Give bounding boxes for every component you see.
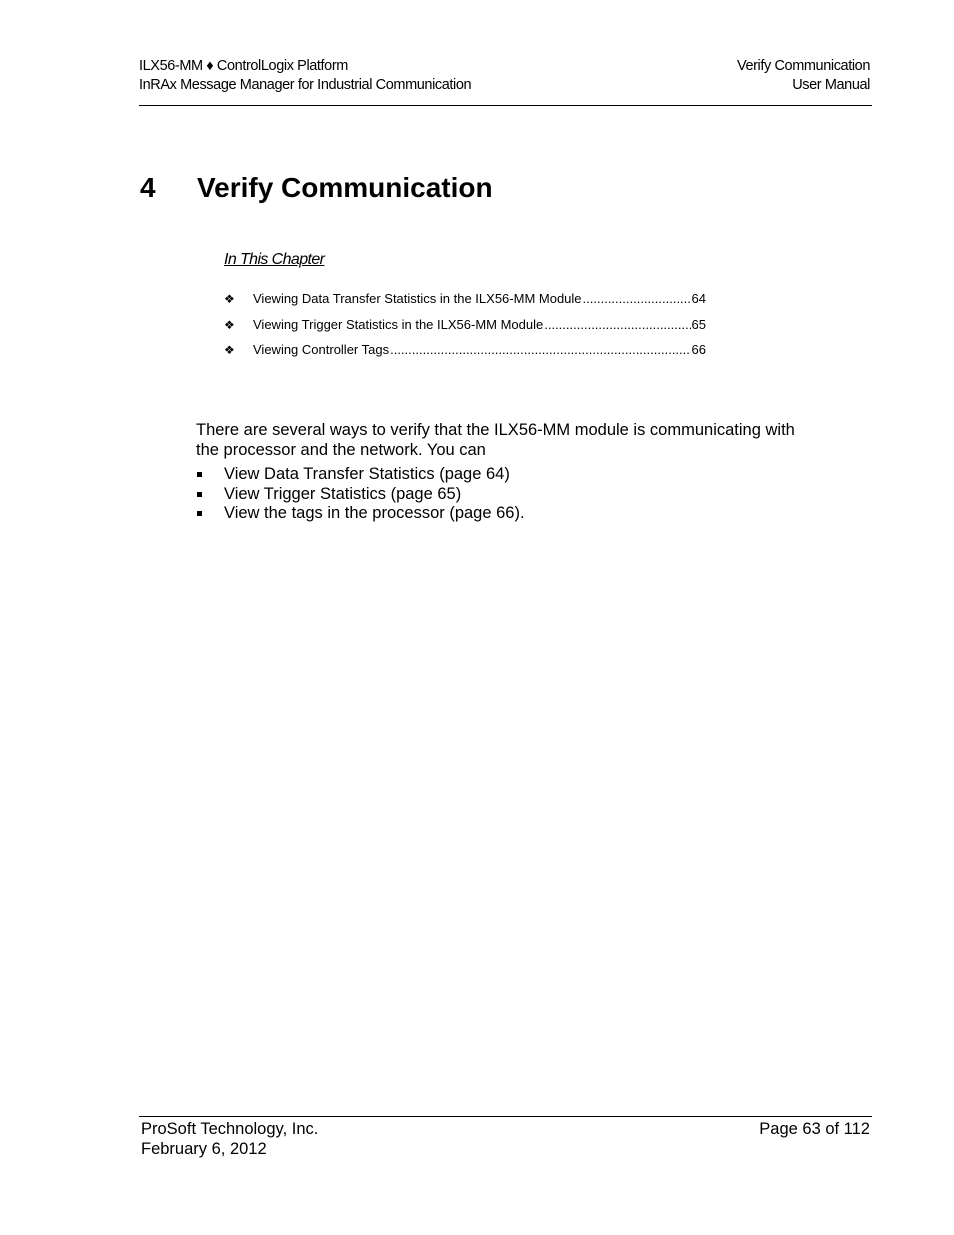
chapter-toc	[224, 290, 706, 367]
toc-item-title[interactable]: Viewing Data Transfer Statistics in the ILX56-MM Module	[253, 291, 582, 306]
header-right	[737, 57, 870, 95]
intro-paragraph: There are several ways to verify that the ILX56-MM module is communicating with the processor and the network. You can	[196, 421, 795, 459]
toc-item-page[interactable]: 66	[691, 342, 706, 357]
toc-item[interactable]	[224, 290, 706, 316]
header-left	[139, 57, 471, 95]
footer-company: ProSoft Technology, Inc.	[141, 1120, 319, 1138]
header-doc-type: User Manual	[792, 77, 870, 93]
toc-item[interactable]	[224, 316, 706, 342]
list-item-text[interactable]: View Trigger Statistics (page 65)	[224, 484, 462, 503]
chapter-title: Verify Communication	[197, 172, 493, 203]
page-header	[139, 57, 872, 106]
toc-item[interactable]	[224, 341, 706, 367]
header-product-subtitle: InRAx Message Manager for Industrial Communication	[139, 77, 472, 93]
toc-item-page[interactable]: 64	[691, 291, 706, 306]
chapter-number: 4	[140, 172, 156, 203]
toc-dot-leader	[583, 290, 691, 308]
list-item	[196, 465, 525, 485]
toc-item-title[interactable]: Viewing Controller Tags	[253, 342, 390, 357]
footer-date: February 6, 2012	[141, 1139, 267, 1158]
footer-left	[141, 1120, 318, 1159]
toc-dot-leader	[544, 316, 690, 334]
diamond-bullet-icon: ❖	[224, 343, 235, 357]
chapter-heading	[140, 170, 493, 206]
toc-dot-leader	[390, 341, 690, 359]
diamond-bullet-icon: ❖	[224, 317, 235, 332]
list-item-text[interactable]: View the tags in the processor (page 66).	[224, 504, 525, 522]
list-item-text[interactable]: View Data Transfer Statistics (page 64)	[224, 465, 510, 483]
diamond-bullet-icon: ❖	[224, 292, 235, 306]
square-bullet-icon	[196, 465, 224, 485]
list-item	[196, 485, 525, 505]
footer-page-number: Page 63 of 112	[759, 1120, 870, 1138]
toc-item-title[interactable]: Viewing Trigger Statistics in the ILX56-MM Module	[253, 316, 544, 332]
header-product-line: ILX56-MM ♦ ControlLogix Platform	[139, 58, 348, 74]
in-this-chapter-label: In This Chapter	[224, 251, 325, 268]
square-bullet-icon	[196, 485, 224, 505]
header-section-title: Verify Communication	[736, 58, 870, 74]
page-footer	[139, 1116, 872, 1158]
square-bullet-icon	[196, 504, 224, 524]
toc-item-page[interactable]: 65	[691, 316, 706, 332]
verify-methods-list	[196, 465, 525, 524]
list-item	[196, 504, 525, 524]
